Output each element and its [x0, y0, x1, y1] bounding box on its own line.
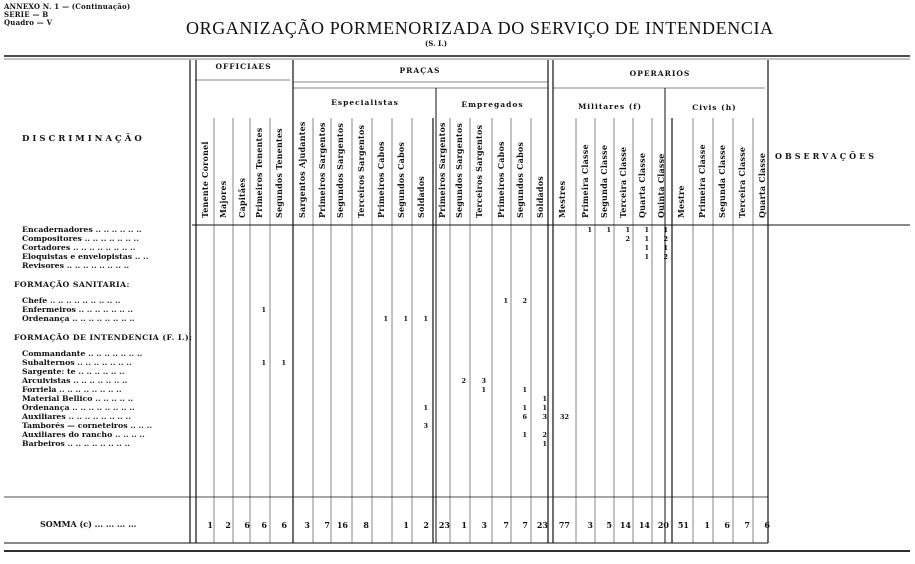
- total-cell: 16: [336, 520, 348, 530]
- table-cell: 1: [522, 431, 527, 439]
- column-header: Segunda Classe: [599, 144, 609, 218]
- table-cell: 2: [663, 253, 668, 261]
- table-row-label: Subalternos .. .. .. .. .. .. ..: [22, 358, 132, 367]
- table-cell: 1: [481, 386, 486, 394]
- table-row-label: Cortadores .. .. .. .. .. .. .. ..: [22, 243, 136, 252]
- table-cell: 2: [625, 235, 630, 243]
- total-cell: 8: [363, 520, 369, 530]
- total-cell: 7: [522, 520, 528, 530]
- table-row-label: Ordenança .. .. .. .. .. .. .. ..: [22, 403, 135, 412]
- table-cell: 1: [261, 359, 266, 367]
- operarios-header: OPERARIOS: [629, 69, 691, 78]
- table-row-label: Chefe .. .. .. .. .. .. .. .. ..: [22, 296, 121, 305]
- officiaes-header: OFFICIAES: [215, 62, 272, 71]
- table-cell: 1: [542, 404, 547, 412]
- total-cell: 20: [657, 520, 669, 530]
- column-header: Tenente Coronel: [200, 141, 210, 218]
- table-cell: 1: [542, 395, 547, 403]
- table-cell: 1: [522, 386, 527, 394]
- table-row-label: Commandante .. .. .. .. .. .. ..: [22, 349, 143, 358]
- table-row-label: Revisores .. .. .. .. .. .. .. ..: [22, 261, 130, 270]
- table-cell: 3: [481, 377, 486, 385]
- empregados-header: Empregados: [461, 100, 524, 109]
- table-row-label: Material Bellico .. .. .. .. ..: [22, 394, 134, 403]
- column-header: Mestres: [557, 180, 567, 218]
- column-header: Primeira Classe: [580, 144, 590, 218]
- column-header: Terceiros Sargentos: [474, 124, 484, 218]
- table-cell: 1: [261, 306, 266, 314]
- table-row-label: Compositores .. .. .. .. .. .. ..: [22, 234, 139, 243]
- total-cell: 14: [619, 520, 631, 530]
- table-row-label: Enfermeiros .. .. .. .. .. .. ..: [22, 305, 133, 314]
- table-cell: 3: [423, 422, 428, 430]
- column-header: Segundos Sargentos: [454, 122, 464, 218]
- column-header: Quinta Classe: [656, 153, 666, 218]
- column-header: Primeiros Cabos: [376, 141, 386, 218]
- table-row-label: Auxiliares do rancho .. .. .. ..: [22, 430, 145, 439]
- annex-line: ANNEXO N. 1 — (Continuação): [4, 2, 131, 11]
- total-cell: 3: [304, 520, 310, 530]
- table-row-label: Eloquistas e envelopistas .. ..: [22, 252, 149, 261]
- page-subtitle: (S. I.): [425, 39, 448, 48]
- page-title: ORGANIZAÇÃO PORMENORIZADA DO SERVIÇO DE INTENDENCIA: [186, 18, 774, 38]
- table-row-label: Arcuivistas .. .. .. .. .. .. ..: [22, 376, 128, 385]
- column-header: Terceira Classe: [737, 146, 747, 218]
- table-row-label: Sargente: te .. .. .. .. .. ..: [22, 367, 125, 376]
- table-row-label: Barbeiros .. .. .. .. .. .. .. ..: [22, 439, 130, 448]
- column-header: Segundos Tenentes: [274, 128, 284, 218]
- table-cell: 1: [587, 226, 592, 234]
- column-header: Primeiros Sargentos: [437, 122, 447, 218]
- table-cell: 1: [625, 226, 630, 234]
- total-cell: 14: [638, 520, 650, 530]
- total-cell: 7: [744, 520, 750, 530]
- especialistas-header: Especialistas: [331, 98, 399, 107]
- column-header: Soldados: [416, 176, 426, 218]
- column-header: Primeiros Sargentos: [317, 122, 327, 218]
- total-cell: 7: [324, 520, 330, 530]
- total-cell: 1: [207, 520, 213, 530]
- table-cell: 1: [403, 315, 408, 323]
- table-cell: 6: [522, 413, 527, 421]
- column-header: Primeiros Tenentes: [254, 127, 264, 218]
- column-header: Segundos Cabos: [515, 141, 525, 218]
- table-cell: 1: [606, 226, 611, 234]
- table-row-label: Encadernadores .. .. .. .. .. ..: [22, 225, 142, 234]
- pracas-header: PRAÇAS: [399, 66, 441, 75]
- table-cell: 1: [644, 235, 649, 243]
- column-header: Primeiros Cabos: [496, 141, 506, 218]
- total-cell: 3: [587, 520, 593, 530]
- section-heading: FORMAÇÃO DE INTENDENCIA (F. I.):: [14, 333, 193, 342]
- total-cell: 2: [225, 520, 231, 530]
- total-cell: 6: [281, 520, 287, 530]
- total-cell: 77: [558, 520, 570, 530]
- column-header: Mestre: [676, 185, 686, 218]
- total-cell: 2: [423, 520, 429, 530]
- total-cell: 23: [438, 520, 450, 530]
- column-header: Capitães: [237, 177, 247, 218]
- table-cell: 1: [663, 244, 668, 252]
- column-header: Terceiros Sargentos: [356, 124, 366, 218]
- column-header: Segundos Cabos: [396, 141, 406, 218]
- column-header: Soldados: [535, 176, 545, 218]
- total-cell: 6: [724, 520, 730, 530]
- table-cell: 1: [644, 226, 649, 234]
- table-row-label: Forriela .. .. .. .. .. .. .. ..: [22, 385, 122, 394]
- table-cell: 32: [559, 413, 569, 421]
- column-header: Primeira Classe: [697, 144, 707, 218]
- section-heading: FORMAÇÃO SANITARIA:: [14, 280, 130, 289]
- table-cell: 1: [423, 404, 428, 412]
- total-cell: 51: [677, 520, 689, 530]
- column-header: Terceira Classe: [618, 146, 628, 218]
- table-cell: 1: [423, 315, 428, 323]
- table-row-label: Tamborés — corneteiros .. .. ..: [22, 421, 153, 430]
- table-cell: 2: [542, 431, 547, 439]
- total-cell: 1: [461, 520, 467, 530]
- table-cell: 2: [663, 235, 668, 243]
- table-cell: 3: [542, 413, 547, 421]
- column-header: Majores: [218, 180, 228, 218]
- table-cell: 2: [522, 297, 527, 305]
- total-cell: 5: [606, 520, 612, 530]
- militares-header: Militares (f): [577, 102, 643, 111]
- total-cell: 23: [536, 520, 548, 530]
- table-cell: 1: [663, 226, 668, 234]
- table-cell: 1: [644, 253, 649, 261]
- civis-header: Civis (h): [692, 103, 737, 112]
- table-cell: 1: [503, 297, 508, 305]
- serie-line: SERIE — B: [4, 10, 49, 19]
- column-header: Segundos Sargentos: [335, 122, 345, 218]
- quadro-line: Quadro — V: [4, 18, 53, 27]
- column-header: Quarta Classe: [637, 152, 647, 218]
- table-cell: 1: [542, 440, 547, 448]
- table-cell: 1: [522, 404, 527, 412]
- table-cell: 2: [461, 377, 466, 385]
- table-cell: 1: [281, 359, 286, 367]
- total-cell: 1: [704, 520, 710, 530]
- table-row-label: Ordenança .. .. .. .. .. .. .. ..: [22, 314, 135, 323]
- column-header: Quarta Classe: [757, 152, 767, 218]
- total-cell: 6: [764, 520, 770, 530]
- total-cell: 3: [481, 520, 487, 530]
- total-cell: 6: [261, 520, 267, 530]
- column-header: Segunda Classe: [717, 144, 727, 218]
- column-header: Sargentos Ajudantes: [297, 121, 307, 218]
- total-cell: 6: [244, 520, 250, 530]
- soma-label: SOMMA (c) ... ... ... ...: [40, 519, 137, 529]
- total-cell: 1: [403, 520, 409, 530]
- table-cell: 1: [383, 315, 388, 323]
- observacoes-header: OBSERVAÇÕES: [775, 151, 877, 161]
- table-cell: 1: [644, 244, 649, 252]
- total-cell: 7: [503, 520, 509, 530]
- table-row-label: Auxiliares .. .. .. .. .. .. .. ..: [22, 412, 131, 421]
- discriminacao-header: DISCRIMINAÇÃO: [22, 134, 145, 144]
